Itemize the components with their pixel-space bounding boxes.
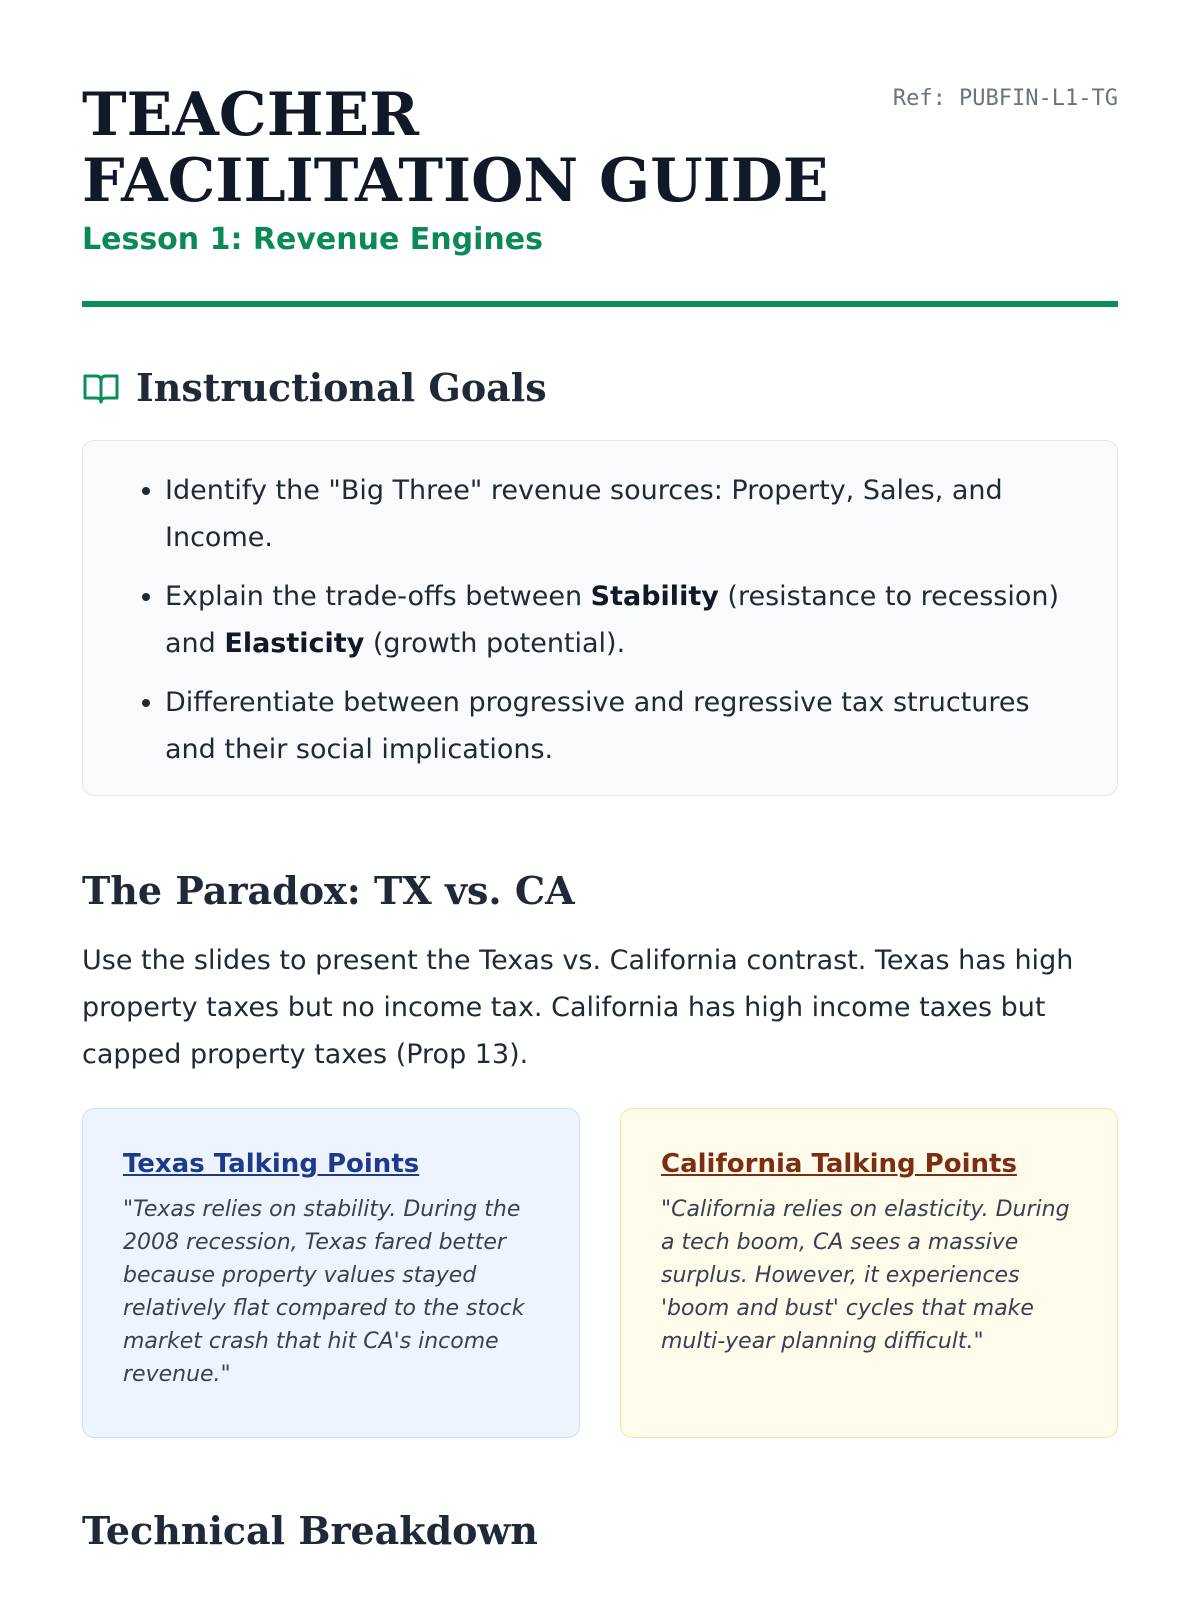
technical-breakdown-heading: Technical Breakdown	[82, 1508, 538, 1553]
california-card-quote: "California relies on elasticity. During a tech boom, CA sees a massive surplus. However, it experiences 'boom and bust' cycles that make multi-year planning difficult."	[661, 1197, 1070, 1354]
talking-points-cards	[82, 1108, 1118, 1438]
goals-box	[82, 440, 1118, 796]
texas-card-quote: "Texas relies on stability. During the 2008 recession, Texas fared better because property values stayed relatively flat compared to the stock market crash that hit CA's income revenue."	[123, 1197, 525, 1387]
lesson-subtitle: Lesson 1: Revenue Engines	[82, 222, 543, 257]
texas-card-title: Texas Talking Points	[123, 1149, 420, 1179]
goal-text: Differentiate between progressive and regressive tax structures and their social implications.	[165, 687, 1030, 765]
book-open-icon	[82, 370, 122, 406]
goal-item	[165, 679, 1069, 773]
goals-list	[133, 467, 1069, 773]
title-block	[82, 82, 842, 257]
page-title: TEACHER FACILITATION GUIDE	[82, 80, 829, 216]
goal-text-post: (growth potential).	[364, 628, 626, 659]
goal-text: Identify the "Big Three" revenue sources: Property, Sales, and Income.	[165, 475, 1003, 553]
goal-item	[165, 573, 1069, 667]
paradox-description: Use the slides to present the Texas vs. California contrast. Texas has high property taxes but no income tax. California has high income taxes but capped property taxes (Prop 13).	[82, 945, 1074, 1070]
goals-heading-text: Instructional Goals	[136, 365, 547, 410]
goal-text-mid: (resistance to recession) and	[165, 581, 1060, 659]
goal-bold-elasticity: Elasticity	[224, 628, 365, 659]
goals-heading	[82, 365, 1118, 410]
header-divider	[82, 301, 1118, 307]
texas-card	[82, 1108, 580, 1438]
paradox-heading: The Paradox: TX vs. CA	[82, 868, 575, 913]
california-card	[620, 1108, 1118, 1438]
goal-text-pre: Explain the trade-offs between	[165, 581, 591, 612]
goal-item	[165, 467, 1069, 561]
page-header	[82, 82, 1118, 257]
goal-bold-stability: Stability	[590, 581, 719, 612]
reference-code: Ref: PUBFIN-L1-TG	[892, 86, 1118, 111]
california-card-title: California Talking Points	[661, 1149, 1017, 1179]
